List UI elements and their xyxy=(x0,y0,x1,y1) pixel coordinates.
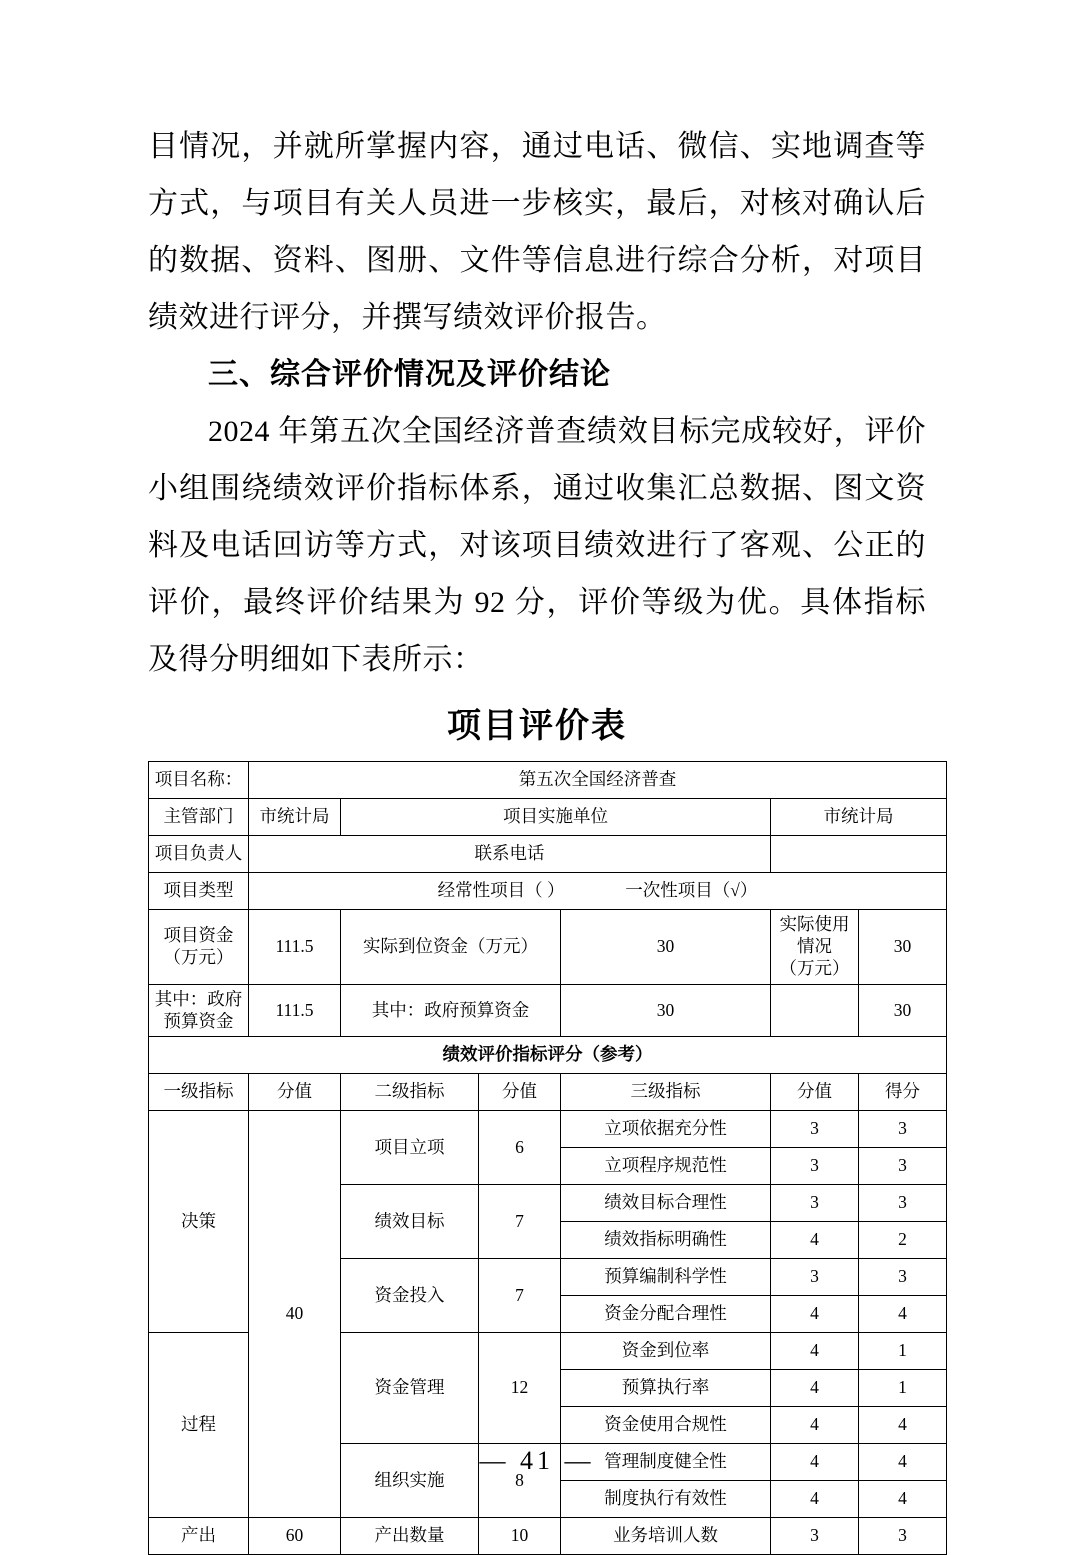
cell-l3-score: 4 xyxy=(771,1407,859,1444)
cell-l2-fund-management: 资金管理 xyxy=(341,1333,479,1444)
cell-l2-fund-input: 资金投入 xyxy=(341,1259,479,1333)
column-header-l3-score: 分值 xyxy=(771,1074,859,1111)
cell-l3-score: 4 xyxy=(771,1481,859,1518)
cell-l2-score: 6 xyxy=(479,1111,561,1185)
table-row-project-type xyxy=(149,873,947,910)
cell-l1-score-60: 60 xyxy=(249,1518,341,1555)
cell-implement-label: 项目实施单位 xyxy=(341,799,771,836)
cell-score: 1 xyxy=(859,1333,947,1370)
type-regular-option: 经常性项目（ ） xyxy=(437,880,565,901)
cell-gov-sub-value: 30 xyxy=(561,984,771,1037)
cell-funds-used-label xyxy=(771,910,859,985)
funds-used-label-line2: （万元） xyxy=(779,957,850,978)
funds-label-line1: 项目资金 xyxy=(163,924,234,945)
page-number: — 41 — xyxy=(479,1446,595,1475)
cell-l2-organization: 组织实施 xyxy=(341,1444,479,1518)
cell-gov-used-value: 30 xyxy=(859,984,947,1037)
cell-l3: 立项程序规范性 xyxy=(561,1148,771,1185)
cell-score: 4 xyxy=(859,1407,947,1444)
cell-l2-performance-goal: 绩效目标 xyxy=(341,1185,479,1259)
cell-l3: 资金到位率 xyxy=(561,1333,771,1370)
column-header-l2: 二级指标 xyxy=(341,1074,479,1111)
cell-l2-project-setup: 项目立项 xyxy=(341,1111,479,1185)
cell-funds-arrived-label: 实际到位资金（万元） xyxy=(341,910,561,985)
section-heading: 三、综合评价情况及评价结论 xyxy=(208,358,611,391)
cell-gov-sub-label: 其中：政府预算资金 xyxy=(341,984,561,1037)
cell-l2-score: 7 xyxy=(479,1259,561,1333)
cell-funds-used-value: 30 xyxy=(859,910,947,985)
cell-l3-score: 4 xyxy=(771,1333,859,1370)
cell-l3-score: 3 xyxy=(771,1259,859,1296)
cell-score: 3 xyxy=(859,1185,947,1222)
cell-funds-total: 111.5 xyxy=(249,910,341,985)
cell-l3: 绩效指标明确性 xyxy=(561,1222,771,1259)
cell-l3: 绩效目标合理性 xyxy=(561,1185,771,1222)
cell-supervisor-value: 市统计局 xyxy=(249,799,341,836)
table-row xyxy=(149,1111,947,1148)
funds-used-label-line1: 实际使用情况 xyxy=(779,914,850,956)
cell-project-name-label: 项目名称： xyxy=(149,762,249,799)
cell-l3: 预算执行率 xyxy=(561,1370,771,1407)
column-header-l3: 三级指标 xyxy=(561,1074,771,1111)
cell-l3: 业务培训人数 xyxy=(561,1518,771,1555)
cell-score: 3 xyxy=(859,1148,947,1185)
cell-l3: 资金分配合理性 xyxy=(561,1296,771,1333)
column-header-l1-score: 分值 xyxy=(249,1074,341,1111)
gov-label-line2: 预算资金 xyxy=(163,1010,234,1031)
cell-section-header: 绩效评价指标评分（参考） xyxy=(149,1037,947,1074)
cell-l3: 预算编制科学性 xyxy=(561,1259,771,1296)
cell-l3: 管理制度健全性 xyxy=(561,1444,771,1481)
cell-l3: 制度执行有效性 xyxy=(561,1481,771,1518)
type-onetime-option: 一次性项目（√） xyxy=(625,880,758,901)
table-title: 项目评价表 xyxy=(447,707,627,745)
cell-l2-score: 7 xyxy=(479,1185,561,1259)
cell-gov-total: 111.5 xyxy=(249,984,341,1037)
cell-l1-decision: 决策 xyxy=(149,1111,249,1333)
cell-score: 3 xyxy=(859,1518,947,1555)
table-row-section-header xyxy=(149,1037,947,1074)
cell-l3: 立项依据充分性 xyxy=(561,1111,771,1148)
column-header-l2-score: 分值 xyxy=(479,1074,561,1111)
paragraph-evaluation: 2024 年第五次全国经济普查绩效目标完成较好，评价小组围绕绩效评价指标体系，通过收集汇总数据、图文资料及电话回访等方式，对该项目绩效进行了客观、公正的评价，最终评价结果为 92 分，评价等级为优。具体指标及得分明细如下表所示： xyxy=(148,415,926,676)
cell-score: 4 xyxy=(859,1444,947,1481)
table-row xyxy=(149,1518,947,1555)
cell-type-label: 项目类型 xyxy=(149,873,249,910)
cell-implement-value: 市统计局 xyxy=(771,799,947,836)
cell-l2-score: 12 xyxy=(479,1333,561,1444)
cell-type-options xyxy=(249,873,947,910)
cell-l2-score: 8 xyxy=(479,1444,561,1518)
cell-l3-score: 4 xyxy=(771,1370,859,1407)
project-evaluation-table xyxy=(148,761,947,1555)
table-row-gov-funds xyxy=(149,984,947,1037)
column-header-score: 得分 xyxy=(859,1074,947,1111)
paragraph-continuation: 目情况，并就所掌握内容，通过电话、微信、实地调查等方式，与项目有关人员进一步核实，最后，对核对确认后的数据、资料、图册、文件等信息进行综合分析，对项目绩效进行评分，并撰写绩效评价报告。 xyxy=(148,130,926,334)
cell-score: 1 xyxy=(859,1370,947,1407)
column-header-l1: 一级指标 xyxy=(149,1074,249,1111)
gov-label-line1: 其中：政府 xyxy=(154,988,243,1009)
table-row-project-name xyxy=(149,762,947,799)
cell-l3-score: 4 xyxy=(771,1222,859,1259)
cell-l3-score: 3 xyxy=(771,1111,859,1148)
cell-l3-score: 4 xyxy=(771,1296,859,1333)
cell-score: 4 xyxy=(859,1296,947,1333)
cell-l3: 资金使用合规性 xyxy=(561,1407,771,1444)
cell-funds-arrived-value: 30 xyxy=(561,910,771,985)
table-row-columns xyxy=(149,1074,947,1111)
cell-score: 3 xyxy=(859,1259,947,1296)
cell-l3-score: 4 xyxy=(771,1444,859,1481)
cell-gov-blank xyxy=(771,984,859,1037)
cell-score: 2 xyxy=(859,1222,947,1259)
cell-l1-score-40: 40 xyxy=(249,1111,341,1518)
cell-project-name-value: 第五次全国经济普查 xyxy=(249,762,947,799)
cell-l3-score: 3 xyxy=(771,1518,859,1555)
table-row-leader xyxy=(149,836,947,873)
cell-score: 3 xyxy=(859,1111,947,1148)
cell-phone-label: 联系电话 xyxy=(249,836,771,873)
cell-score: 4 xyxy=(859,1481,947,1518)
cell-l2-output-quantity: 产出数量 xyxy=(341,1518,479,1555)
cell-supervisor-label: 主管部门 xyxy=(149,799,249,836)
table-row-supervisor xyxy=(149,799,947,836)
cell-funds-label xyxy=(149,910,249,985)
cell-l1-output: 产出 xyxy=(149,1518,249,1555)
funds-label-line2: （万元） xyxy=(163,946,234,967)
cell-phone-value xyxy=(771,836,947,873)
cell-gov-label xyxy=(149,984,249,1037)
cell-l3-score: 3 xyxy=(771,1148,859,1185)
cell-l1-process: 过程 xyxy=(149,1333,249,1518)
table-row-funds xyxy=(149,910,947,985)
cell-l3-score: 3 xyxy=(771,1185,859,1222)
cell-l2-score: 10 xyxy=(479,1518,561,1555)
cell-leader-label: 项目负责人 xyxy=(149,836,249,873)
